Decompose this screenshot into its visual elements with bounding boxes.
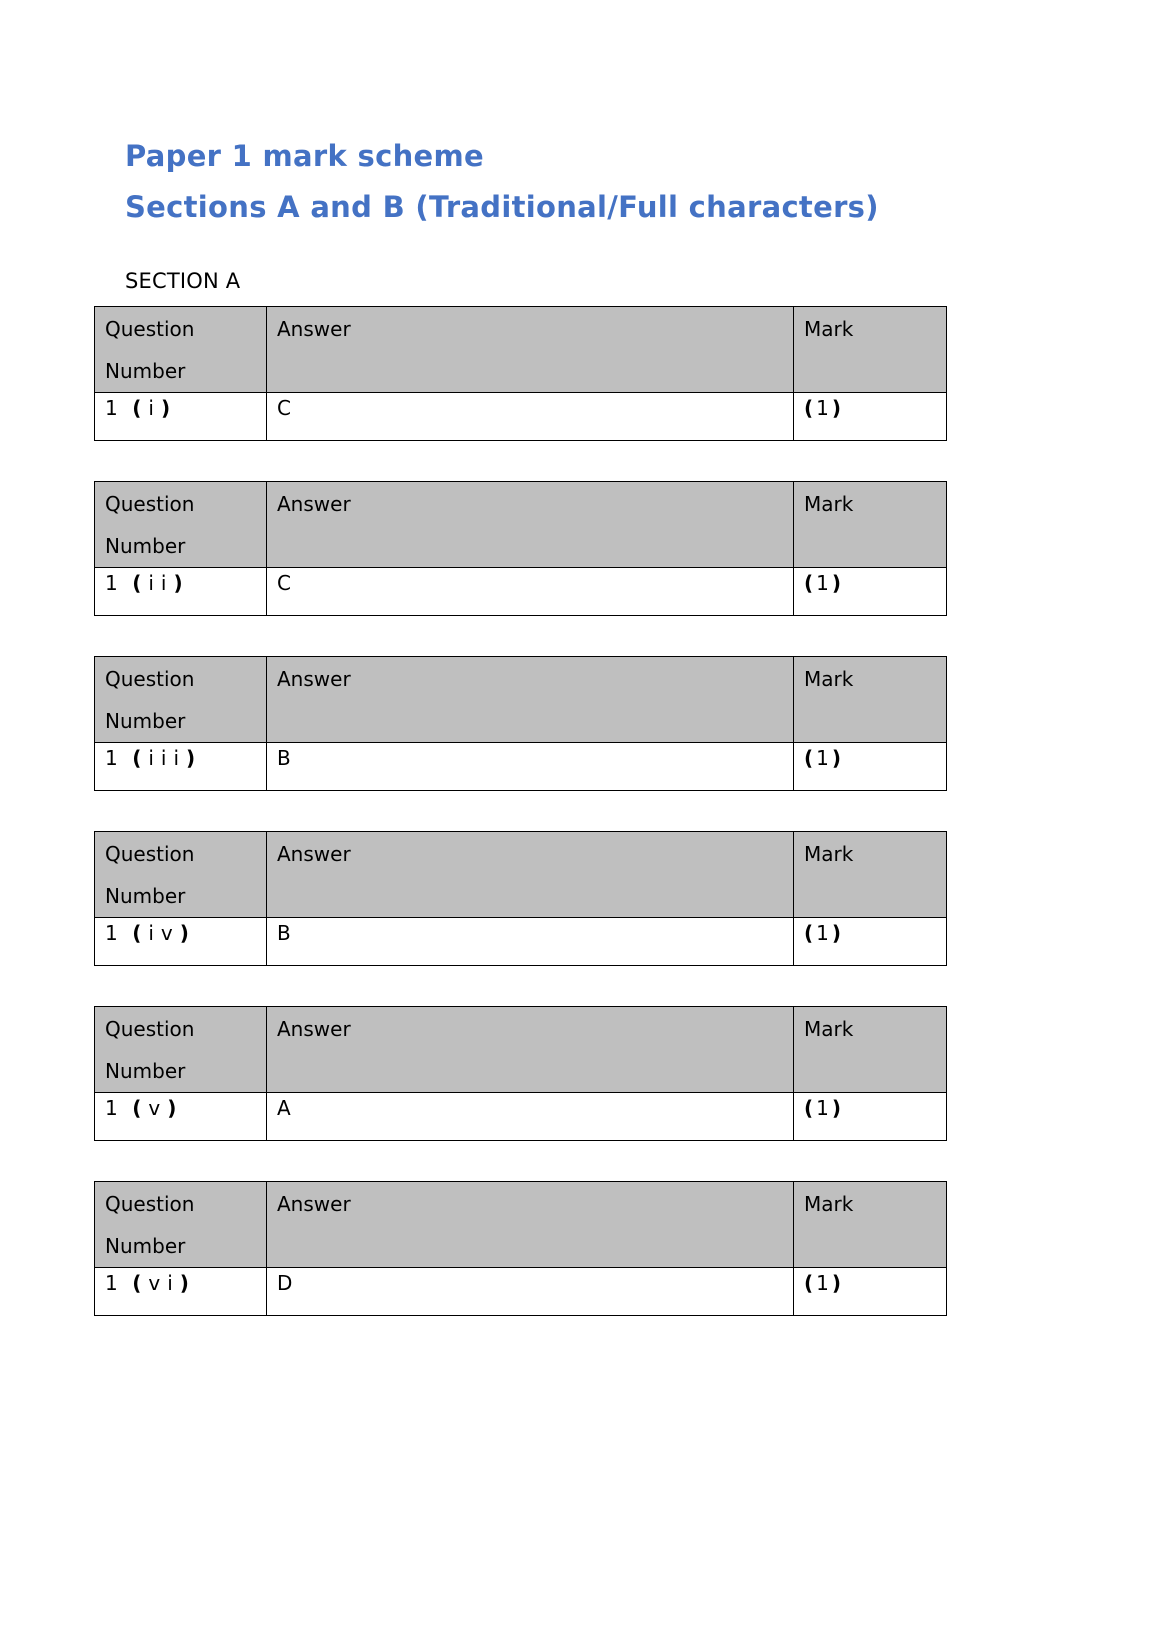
question-part-label: i xyxy=(148,396,161,420)
question-part: (iv) xyxy=(132,921,196,945)
header-row xyxy=(95,1007,947,1093)
mark-value: 1 xyxy=(816,1096,832,1120)
header-question-label: Question xyxy=(105,1017,195,1041)
header-mark: Mark xyxy=(794,307,947,393)
header-question-label: Question xyxy=(105,1192,195,1216)
header-row xyxy=(95,482,947,568)
header-number-label: Number xyxy=(105,884,186,908)
header-row xyxy=(95,657,947,743)
header-answer: Answer xyxy=(267,482,794,568)
question-number-cell xyxy=(95,568,267,616)
answer-cell: A xyxy=(267,1093,794,1141)
question-number: 1 xyxy=(105,1096,119,1120)
table-row xyxy=(95,568,947,616)
header-mark: Mark xyxy=(794,482,947,568)
question-part: (ii) xyxy=(132,571,190,595)
question-number-cell xyxy=(95,393,267,441)
table-row xyxy=(95,1093,947,1141)
header-question-number xyxy=(95,1182,267,1268)
header-mark: Mark xyxy=(794,1182,947,1268)
question-number: 1 xyxy=(105,571,119,595)
mark-cell: (1) xyxy=(794,918,947,966)
header-number-label: Number xyxy=(105,359,186,383)
mark-cell: (1) xyxy=(794,393,947,441)
question-part: (vi) xyxy=(132,1271,196,1295)
section-label: SECTION A xyxy=(125,269,241,293)
answer-cell: B xyxy=(267,918,794,966)
question-number-cell xyxy=(95,1268,267,1316)
mark-value: 1 xyxy=(816,921,832,945)
header-number-label: Number xyxy=(105,709,186,733)
question-table xyxy=(94,831,947,966)
question-number: 1 xyxy=(105,1271,119,1295)
header-answer: Answer xyxy=(267,832,794,918)
header-row xyxy=(95,832,947,918)
header-row xyxy=(95,307,947,393)
mark-cell: (1) xyxy=(794,743,947,791)
question-part-label: iv xyxy=(148,921,180,945)
page-subtitle: Sections A and B (Traditional/Full characters) xyxy=(125,190,879,224)
header-row xyxy=(95,1182,947,1268)
answer-cell: B xyxy=(267,743,794,791)
question-part-label: ii xyxy=(148,571,174,595)
header-question-label: Question xyxy=(105,492,195,516)
question-part-label: iii xyxy=(148,746,187,770)
question-number: 1 xyxy=(105,396,119,420)
question-number-cell xyxy=(95,1093,267,1141)
header-answer: Answer xyxy=(267,1182,794,1268)
mark-value: 1 xyxy=(816,746,832,770)
header-question-label: Question xyxy=(105,317,195,341)
question-part: (iii) xyxy=(132,746,203,770)
header-question-label: Question xyxy=(105,842,195,866)
header-answer: Answer xyxy=(267,307,794,393)
question-table xyxy=(94,656,947,791)
table-row xyxy=(95,393,947,441)
table-row xyxy=(95,1268,947,1316)
mark-cell: (1) xyxy=(794,568,947,616)
mark-value: 1 xyxy=(816,571,832,595)
table-row xyxy=(95,918,947,966)
header-question-number xyxy=(95,307,267,393)
header-mark: Mark xyxy=(794,1007,947,1093)
answer-cell: D xyxy=(267,1268,794,1316)
mark-cell: (1) xyxy=(794,1093,947,1141)
answer-cell: C xyxy=(267,393,794,441)
header-question-label: Question xyxy=(105,667,195,691)
header-question-number xyxy=(95,832,267,918)
header-question-number xyxy=(95,1007,267,1093)
header-number-label: Number xyxy=(105,1059,186,1083)
header-number-label: Number xyxy=(105,534,186,558)
mark-value: 1 xyxy=(816,1271,832,1295)
question-part: (i) xyxy=(132,396,178,420)
header-mark: Mark xyxy=(794,657,947,743)
question-number: 1 xyxy=(105,746,119,770)
mark-value: 1 xyxy=(816,396,832,420)
header-answer: Answer xyxy=(267,1007,794,1093)
question-part: (v) xyxy=(132,1096,184,1120)
question-table xyxy=(94,481,947,616)
header-number-label: Number xyxy=(105,1234,186,1258)
question-table xyxy=(94,1006,947,1141)
header-mark: Mark xyxy=(794,832,947,918)
header-question-number xyxy=(95,657,267,743)
question-part-label: vi xyxy=(148,1271,180,1295)
page-title: Paper 1 mark scheme xyxy=(125,139,484,173)
question-part-label: v xyxy=(148,1096,168,1120)
mark-cell: (1) xyxy=(794,1268,947,1316)
question-table xyxy=(94,1181,947,1316)
question-number-cell xyxy=(95,743,267,791)
header-question-number xyxy=(95,482,267,568)
question-number: 1 xyxy=(105,921,119,945)
question-number-cell xyxy=(95,918,267,966)
table-row xyxy=(95,743,947,791)
answer-cell: C xyxy=(267,568,794,616)
question-table xyxy=(94,306,947,441)
header-answer: Answer xyxy=(267,657,794,743)
